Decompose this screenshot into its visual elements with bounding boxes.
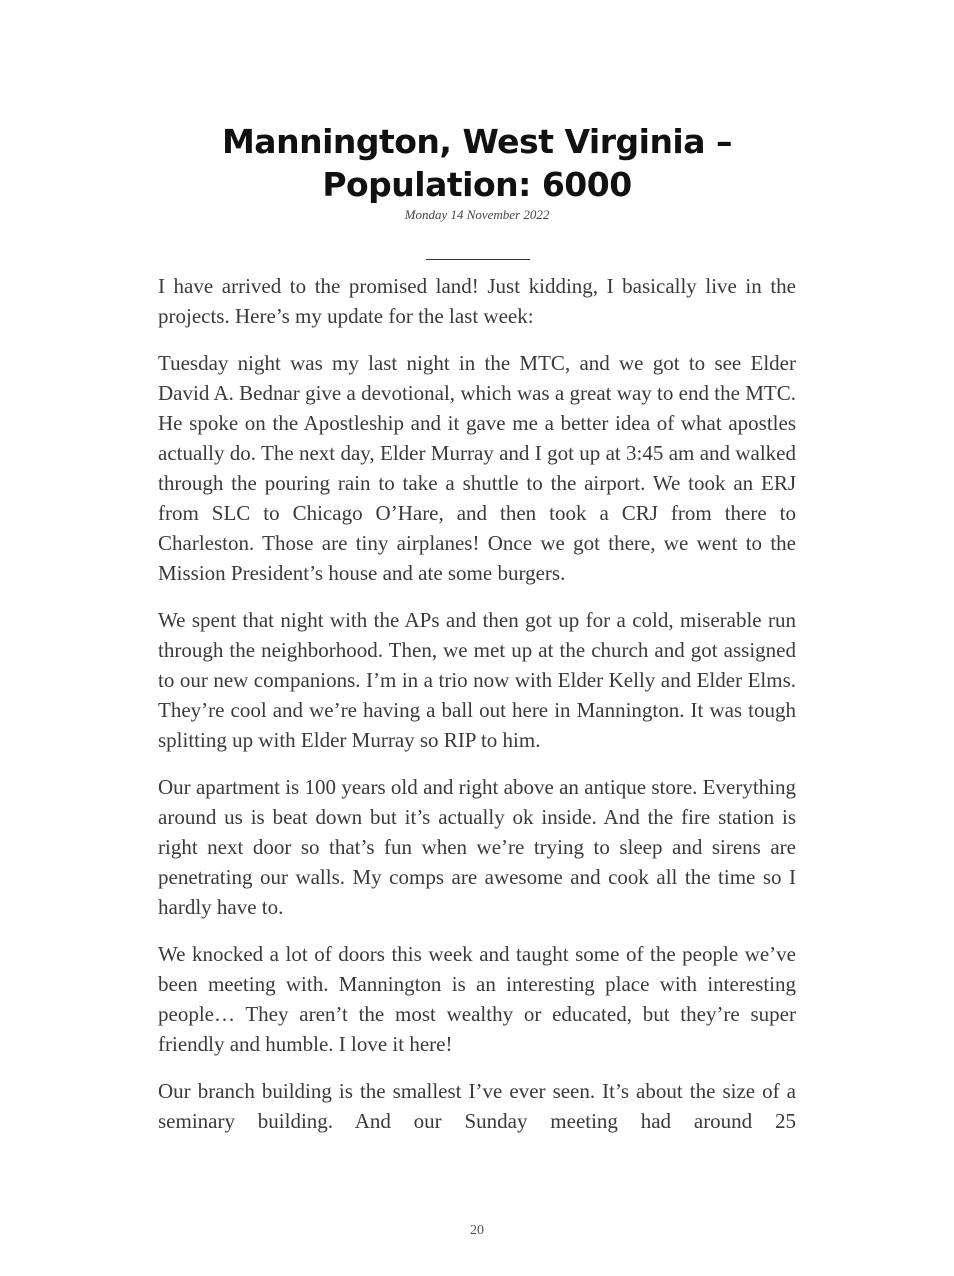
page-title: Mannington, West Virginia – Population: 6000 — [221, 122, 733, 204]
paragraph: Our branch building is the smallest I’ve ever seen. It’s about the size of a seminary building. And our Sunday meeting had around 25 — [158, 1079, 796, 1133]
separator-line — [426, 259, 530, 260]
paragraph: We knocked a lot of doors this week and taught some of the people we’ve been meeting with. Mannington is an interesting place with interesting people… They aren’t the most wealthy or educated, but they’re super friendly and humble. I love it here! — [158, 942, 796, 1056]
page-number: 20 — [470, 1223, 484, 1238]
article-body — [158, 271, 796, 1153]
paragraph: I have arrived to the promised land! Just kidding, I basically live in the projects. Here’s my update for the last week: — [158, 274, 796, 328]
paragraph: Our apartment is 100 years old and right above an antique store. Everything around us is beat down but it’s actually ok inside. And the fire station is right next door so that’s fun when we’re trying to sleep and sirens are penetrating our walls. My comps are awesome and cook all the time so I hardly have to. — [158, 775, 796, 919]
paragraph: We spent that night with the APs and then got up for a cold, miserable run through the neighborhood. Then, we met up at the church and got assigned to our new companions. I’m in a trio now with Elder Kelly and Elder Elms. They’re cool and we’re having a ball out here in Mannington. It was tough splitting up with Elder Murray so RIP to him. — [158, 608, 796, 752]
post-date: Monday 14 November 2022 — [404, 207, 550, 222]
paragraph: Tuesday night was my last night in the MTC, and we got to see Elder David A. Bednar give a devotional, which was a great way to end the MTC. He spoke on the Apostleship and it gave me a better idea of what apostles actually do. The next day, Elder Murray and I got up at 3:45 am and walked through the pouring rain to take a shuttle to the airport. We took an ERJ from SLC to Chicago O’Hare, and then took a CRJ from there to Charleston. Those are tiny airplanes! Once we got there, we went to the Mission President’s house and ate some burgers. — [158, 351, 796, 585]
